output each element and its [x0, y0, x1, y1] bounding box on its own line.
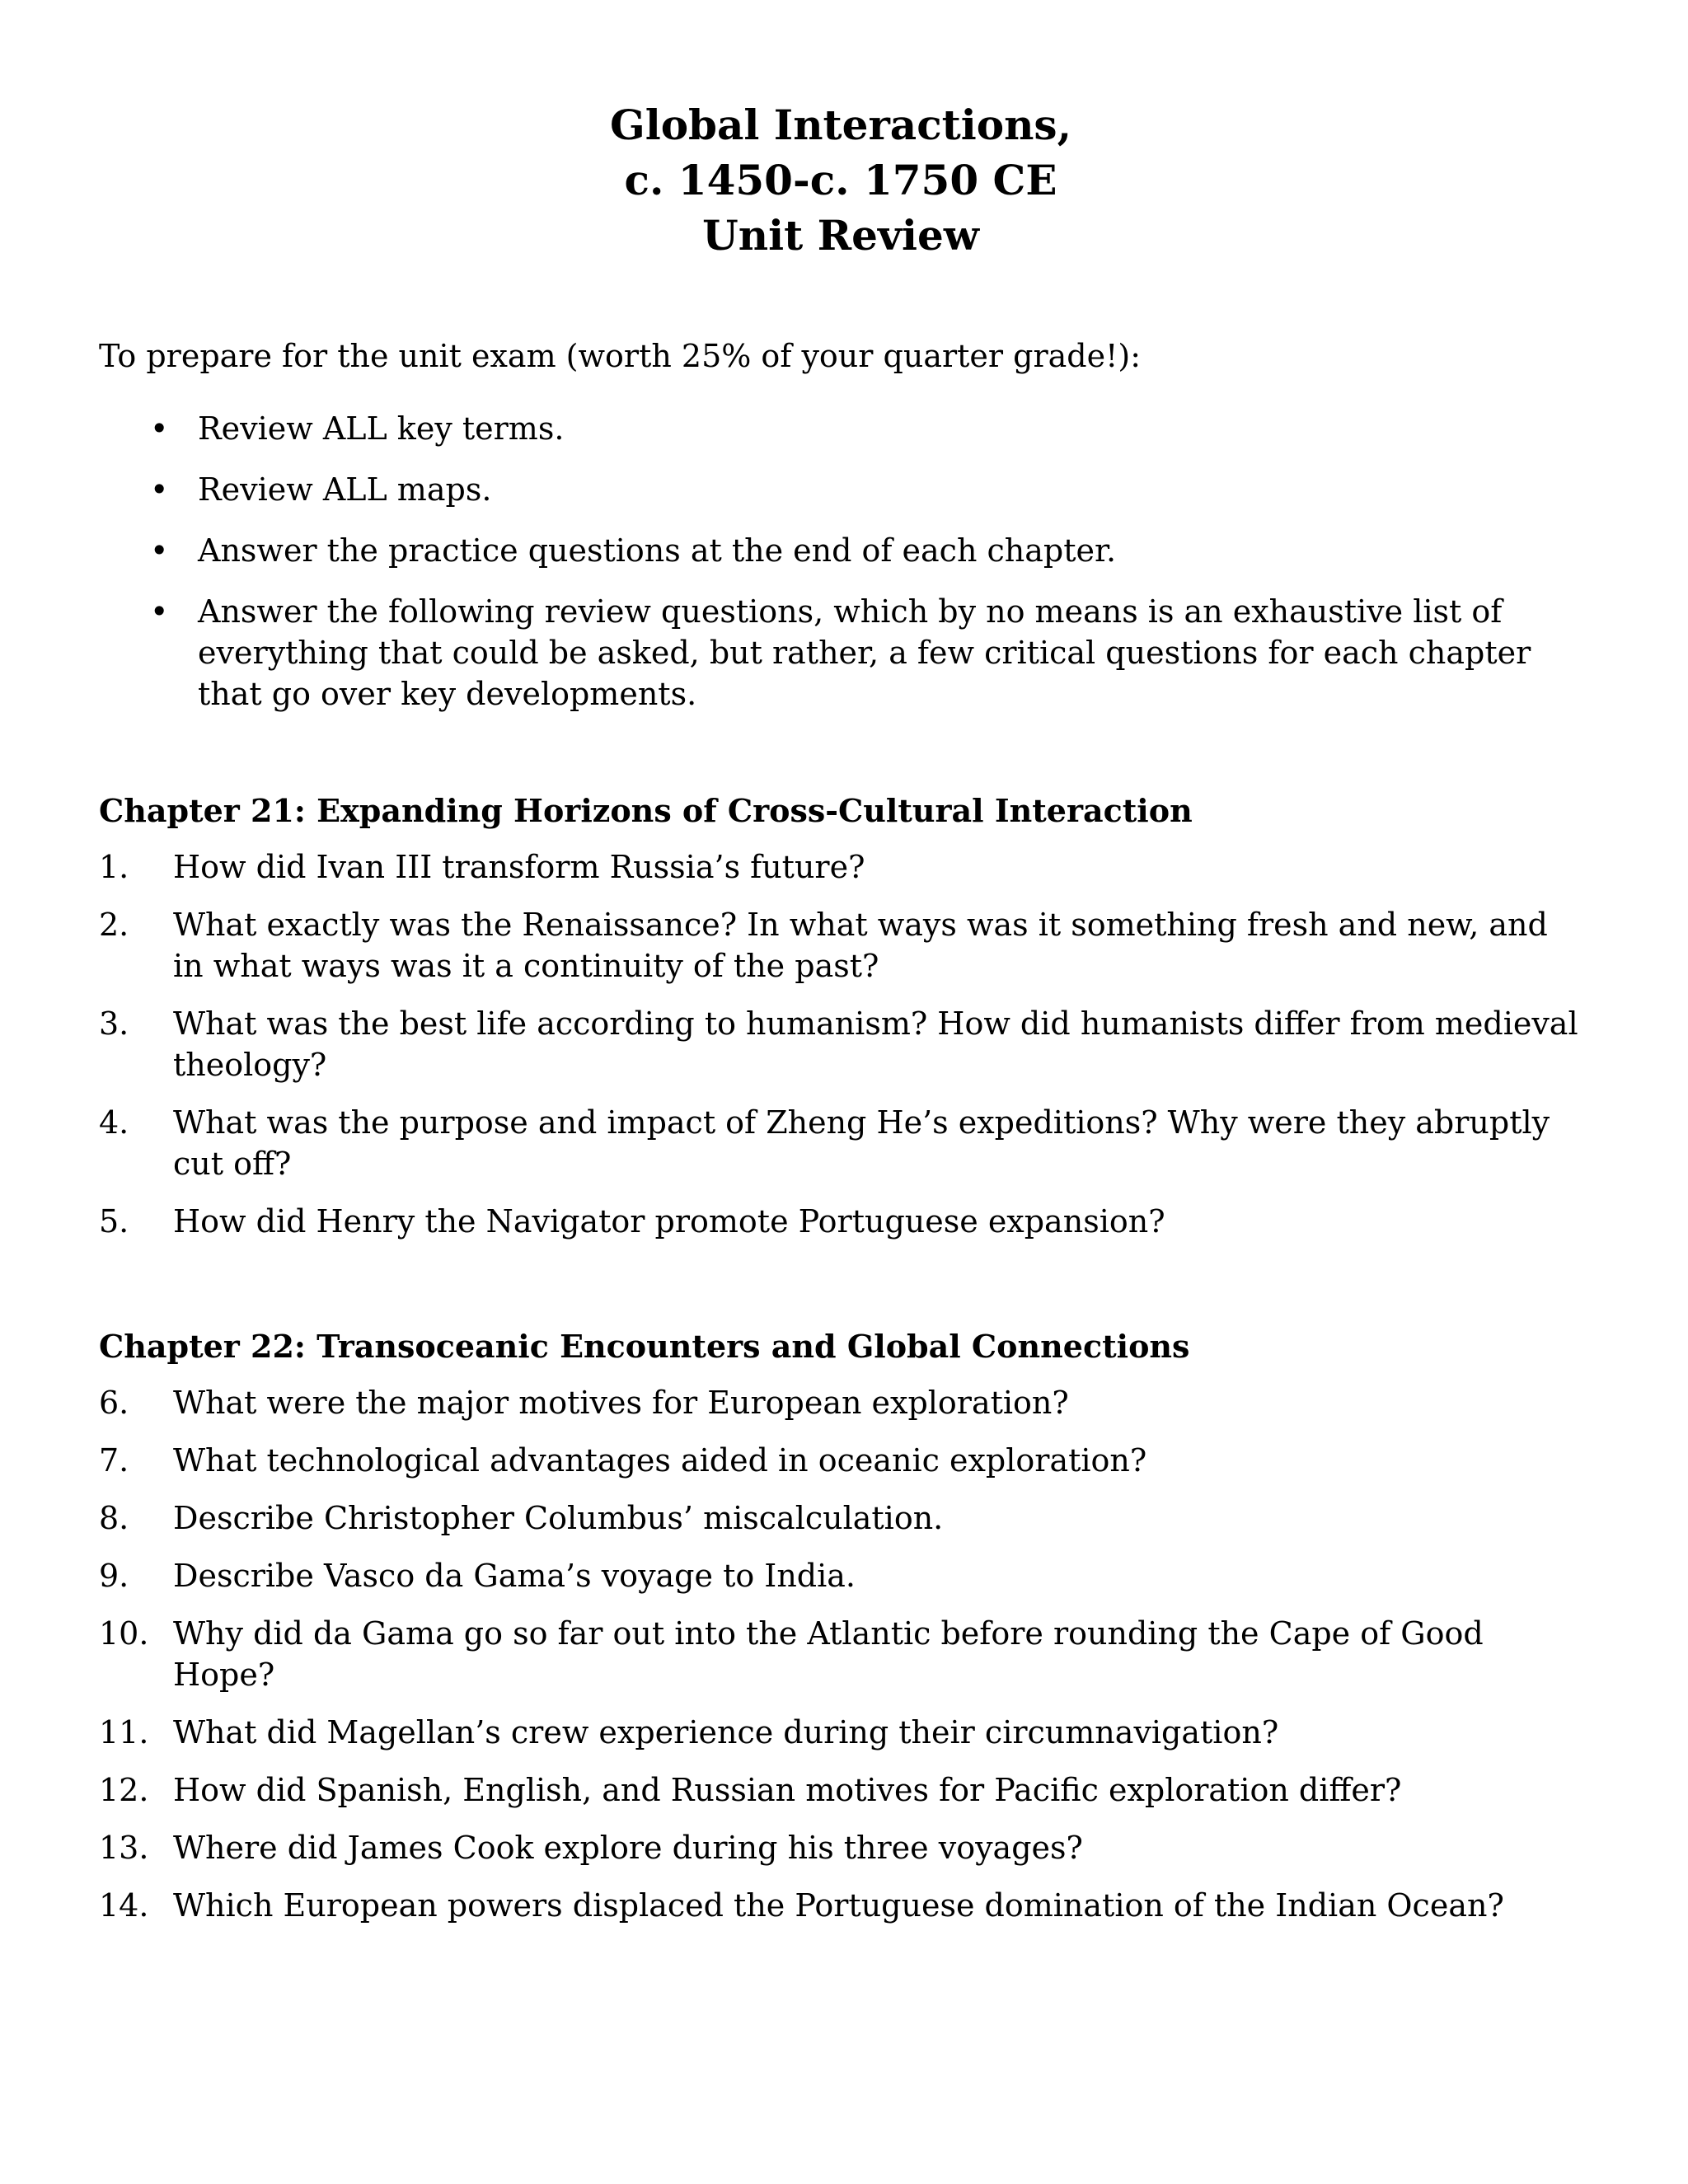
question-text: Describe Vasco da Gama’s voyage to India. [173, 1558, 856, 1594]
question-item [99, 1769, 1582, 1811]
question-item [99, 1440, 1582, 1481]
question-text: What technological advantages aided in oceanic exploration? [173, 1442, 1147, 1479]
bullet-text: Answer the practice questions at the end of each chapter. [198, 532, 1117, 569]
question-text: How did Ivan III transform Russia’s future? [173, 849, 865, 885]
intro-text: To prepare for the unit exam (worth 25% of your quarter grade!): [99, 338, 1142, 374]
question-text: Describe Christopher Columbus’ miscalculation. [173, 1500, 944, 1536]
question-number: 1. [99, 849, 129, 885]
question-text: What was the best life according to humanism? How did humanists differ from medieval theology? [173, 1005, 1578, 1083]
question-number: 10. [99, 1615, 149, 1652]
question-item [99, 904, 1582, 987]
bullet-icon: • [150, 471, 169, 508]
question-number: 13. [99, 1830, 149, 1866]
question-number: 8. [99, 1500, 129, 1536]
chapter-22-questions [99, 1382, 1582, 1926]
chapter-21-heading: Chapter 21: Expanding Horizons of Cross-Cultural Interaction [99, 792, 1193, 829]
question-text: Which European powers displaced the Portuguese domination of the Indian Ocean? [173, 1887, 1504, 1924]
question-item [99, 1382, 1582, 1423]
title-line-2: c. 1450-c. 1750 CE [624, 156, 1057, 204]
bullet-text: Answer the following review questions, which by no means is an exhaustive list of everything that could be asked, but rather, a few critical questions for each chapter that go over key developments. [198, 593, 1531, 712]
question-text: Where did James Cook explore during his three voyages? [173, 1830, 1083, 1866]
question-item [99, 1003, 1582, 1085]
question-number: 12. [99, 1772, 149, 1808]
bullet-icon: • [150, 593, 169, 630]
question-number: 4. [99, 1104, 129, 1141]
question-number: 6. [99, 1385, 129, 1421]
question-number: 11. [99, 1714, 149, 1750]
bullet-item [99, 469, 1582, 510]
question-item [99, 1827, 1582, 1868]
question-number: 5. [99, 1203, 129, 1240]
chapter-21-questions [99, 846, 1582, 1242]
question-text: How did Henry the Navigator promote Portuguese expansion? [173, 1203, 1165, 1240]
bullet-item [99, 591, 1582, 715]
question-number: 2. [99, 907, 129, 943]
question-item [99, 1555, 1582, 1596]
title-line-1: Global Interactions, [610, 101, 1071, 149]
question-text: What were the major motives for European exploration? [173, 1385, 1069, 1421]
question-number: 9. [99, 1558, 129, 1594]
document-title [99, 97, 1582, 263]
question-item [99, 1712, 1582, 1753]
question-number: 3. [99, 1005, 129, 1042]
title-line-3: Unit Review [702, 211, 979, 260]
instruction-bullet-list [99, 408, 1582, 715]
question-text: What was the purpose and impact of Zheng He’s expeditions? Why were they abruptly cut off? [173, 1104, 1550, 1182]
bullet-text: Review ALL maps. [198, 471, 492, 508]
question-number: 14. [99, 1887, 149, 1924]
question-number: 7. [99, 1442, 129, 1479]
question-item [99, 1885, 1582, 1926]
bullet-icon: • [150, 532, 169, 569]
bullet-item [99, 408, 1582, 449]
question-text: What exactly was the Renaissance? In what ways was it something fresh and new, and in what ways was it a continuity of the past? [173, 907, 1548, 984]
question-text: Why did da Gama go so far out into the Atlantic before rounding the Cape of Good Hope? [173, 1615, 1484, 1693]
question-item [99, 1497, 1582, 1539]
question-item [99, 1613, 1582, 1695]
question-text: How did Spanish, English, and Russian motives for Pacific exploration differ? [173, 1772, 1402, 1808]
question-item [99, 1201, 1582, 1242]
question-text: What did Magellan’s crew experience during their circumnavigation? [173, 1714, 1279, 1750]
bullet-item [99, 530, 1582, 571]
document-page [99, 97, 1582, 1943]
bullet-text: Review ALL key terms. [198, 410, 565, 447]
question-item [99, 1102, 1582, 1184]
question-item [99, 846, 1582, 888]
chapter-22-heading: Chapter 22: Transoceanic Encounters and Global Connections [99, 1328, 1190, 1365]
bullet-icon: • [150, 410, 169, 447]
